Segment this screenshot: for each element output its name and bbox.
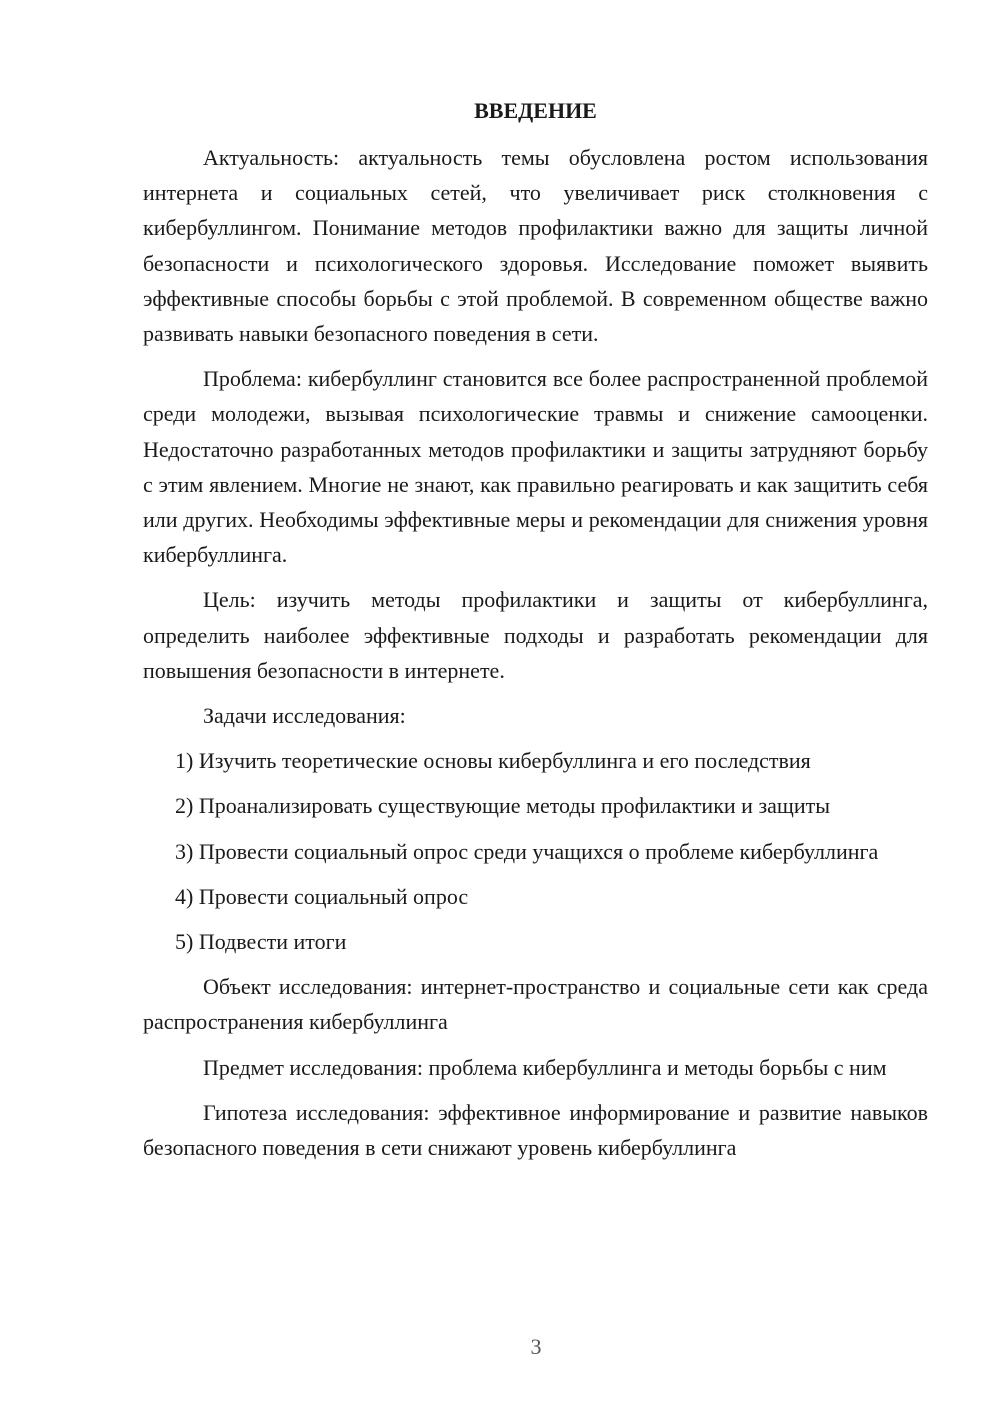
page-number: 3	[530, 1334, 542, 1359]
object-paragraph: Объект исследования: интернет-пространство и социальные сети как среда распространения кибербуллинга	[143, 974, 928, 1035]
relevance-paragraph: Актуальность: актуальность темы обусловлена ростом использования интернета и социальных сетей, что увеличивает риск столкновения с кибербуллингом. Понимание методов профилактики важно для защиты личной безопасности и психологического здоровья. Исследование поможет выявить эффективные способы борьбы с этой проблемой. В современном обществе важно развивать навыки безопасного поведения в сети.	[143, 145, 928, 347]
hypothesis-paragraph: Гипотеза исследования: эффективное информирование и развитие навыков безопасного поведения в сети снижают уровень кибербуллинга	[143, 1099, 928, 1161]
subject-paragraph: Предмет исследования: проблема кибербуллинга и методы борьбы с ним	[203, 1054, 887, 1080]
tasks-heading: Задачи исследования:	[203, 703, 406, 729]
goal-paragraph: Цель: изучить методы профилактики и защиты от кибербуллинга, определить наиболее эффективные подходы и разработать рекомендации для повышения безопасности в интернете.	[143, 587, 928, 683]
task-item: 1) Изучить теоретические основы кибербуллинга и его последствия	[175, 748, 811, 774]
task-item: 3) Провести социальный опрос среди учащихся о проблеме кибербуллинга	[175, 838, 879, 864]
page-title: ВВЕДЕНИЕ	[474, 98, 597, 123]
task-item: 5) Подвести итоги	[175, 929, 347, 955]
task-item: 4) Провести социальный опрос	[175, 883, 469, 909]
page-content	[143, 94, 928, 1175]
task-item: 2) Проанализировать существующие методы профилактики и защиты	[175, 793, 831, 819]
problem-paragraph: Проблема: кибербуллинг становится все более распространенной проблемой среди молодежи, вызывая психологические травмы и снижение самооценки. Недостаточно разработанных методов профилактики и защиты затрудняют борьбу с этим явлением. Многие не знают, как правильно реагировать и как защитить себя или других. Необходимы эффективные меры и рекомендации для снижения уровня кибербуллинга.	[143, 366, 928, 568]
